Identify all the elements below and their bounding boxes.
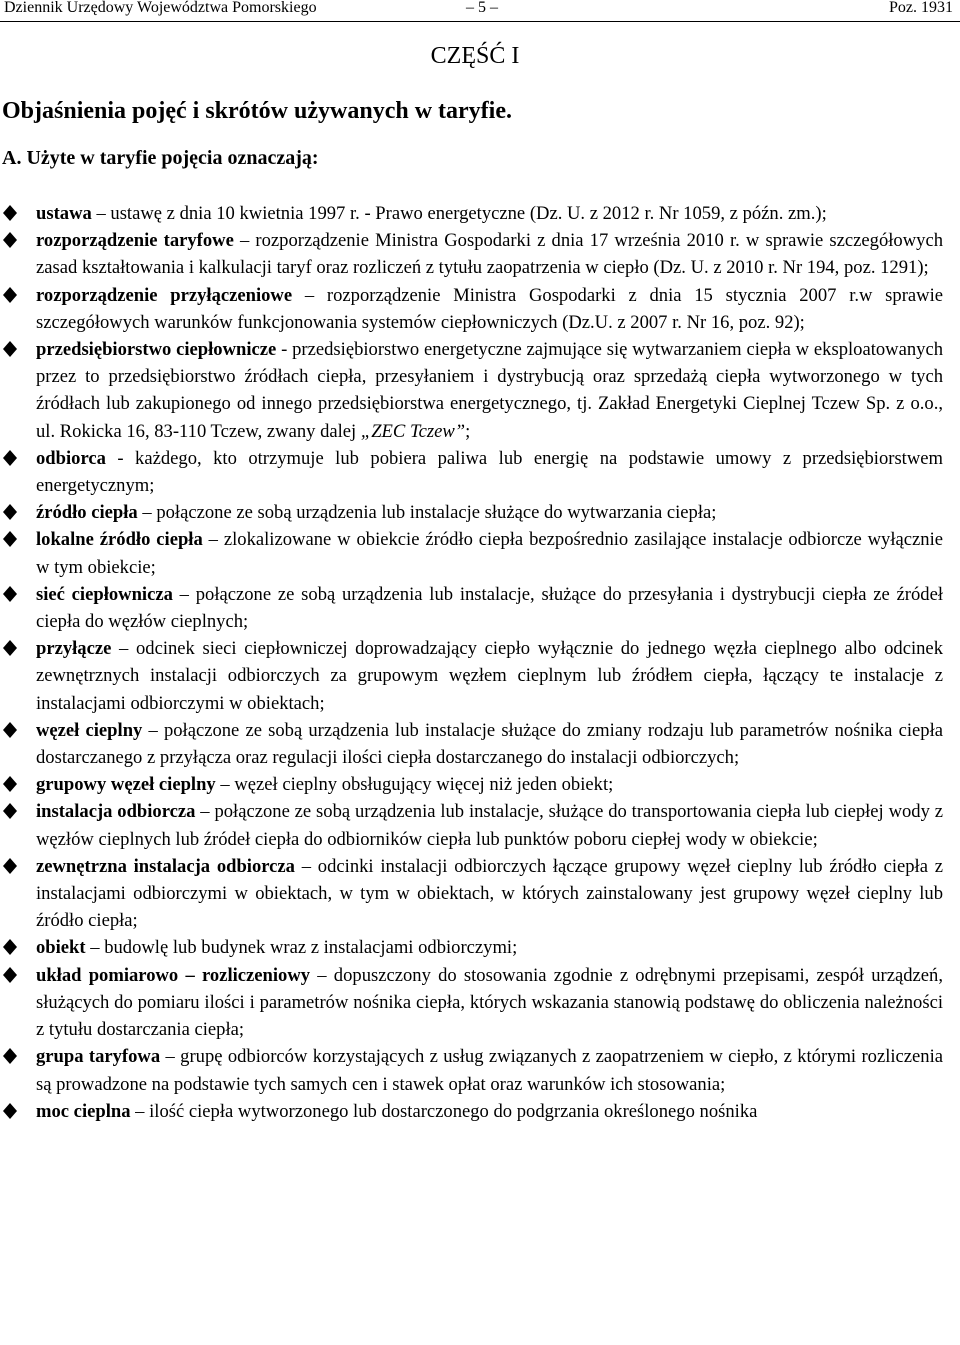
definition-text: – połączone ze sobą urządzenia lub instalacje, służące do transportowania ciepła lub ciepłej wody z węzłów cieplnych lub źródeł ciepła do odbiorników ciepła lub punktów poboru ciepłej wody w obiekcie; bbox=[36, 801, 943, 850]
definition-text: – budowlę lub budynek wraz z instalacjami odbiorczymi; bbox=[85, 937, 518, 959]
definition-item bbox=[0, 798, 960, 852]
definition-term: instalacja odbiorcza bbox=[36, 801, 196, 823]
definition-text: – dopuszczony do stosowania zgodnie z odrębnymi przepisami, zespół urządzeń, służących do pomiaru ilości i parametrów nośnika ciepła, których wskazania stanowią podstawę do obliczenia należności z tytułu dostarczania ciepła; bbox=[36, 964, 943, 1041]
definition-item bbox=[0, 227, 960, 281]
page-number: – 5 – bbox=[466, 0, 498, 16]
definition-term: obiekt bbox=[36, 937, 86, 959]
definition-term: rozporządzenie przyłączeniowe bbox=[36, 284, 293, 306]
definition-text: – połączone ze sobą urządzenia lub instalacje, służące do przesyłania i dystrybucji ciepła ze źródeł ciepła do węzłów cieplnych; bbox=[36, 583, 944, 633]
diamond-bullet-icon bbox=[3, 232, 17, 248]
definition-text: – ilość ciepła wytworzonego lub dostarczonego do podgrzania określonego nośnika bbox=[130, 1100, 758, 1122]
sub-heading: A. Użyte w taryfie pojęcia oznaczają: bbox=[2, 147, 319, 169]
definition-item bbox=[0, 853, 960, 935]
diamond-bullet-icon bbox=[3, 939, 17, 955]
definition-item bbox=[0, 282, 960, 336]
definition-term: przedsiębiorstwo ciepłownicze bbox=[36, 339, 277, 361]
definition-text: - przedsiębiorstwo energetyczne zajmujące się wytwarzaniem ciepła w eksploatowanych przez to przedsiębiorstwo źródłach ciepła, przesyłaniem i dystrybucją oraz sprzedażą ciepła wytworzonego w tych źródłach lub zakupionego od innego przedsiębiorstwa energetycznego, tj. Zakład Energetyki Cieplnej Tczew Sp. z o.o., ul. Rokicka 16, 83-110 Tczew, zwany dalej bbox=[36, 339, 943, 442]
diamond-bullet-icon bbox=[3, 640, 17, 656]
diamond-bullet-icon bbox=[3, 776, 17, 792]
definition-term: zewnętrzna instalacja odbiorcza bbox=[36, 855, 295, 877]
diamond-bullet-icon bbox=[3, 722, 17, 738]
definition-item bbox=[0, 1043, 960, 1097]
definition-item bbox=[0, 962, 960, 1044]
definition-term: ustawa bbox=[36, 203, 92, 224]
diamond-bullet-icon bbox=[3, 450, 17, 466]
diamond-bullet-icon bbox=[3, 967, 17, 983]
header-divider bbox=[0, 21, 960, 22]
diamond-bullet-icon bbox=[3, 1048, 17, 1064]
diamond-bullet-icon bbox=[3, 341, 17, 357]
definition-term: moc cieplna bbox=[36, 1100, 131, 1122]
definition-item bbox=[0, 717, 960, 771]
definitions-list bbox=[0, 200, 960, 1125]
position-number: Poz. 1931 bbox=[889, 0, 953, 16]
definition-text: – zlokalizowane w obiekcie źródło ciepła bezpośrednio zasilające instalacje odbiorcze wyłącznie w tym obiekcie; bbox=[36, 529, 943, 578]
definition-item bbox=[0, 526, 960, 580]
definition-term: układ pomiarowo – rozliczeniowy bbox=[36, 964, 311, 986]
definition-item bbox=[0, 581, 960, 635]
diamond-bullet-icon bbox=[3, 205, 17, 221]
diamond-bullet-icon bbox=[3, 287, 17, 303]
definition-item bbox=[0, 1098, 960, 1125]
definition-short-name: „ZEC Tczew” bbox=[360, 420, 466, 442]
definition-item bbox=[0, 499, 960, 526]
part-title: CZĘŚĆ I bbox=[430, 43, 520, 69]
definition-text: – odcinek sieci ciepłowniczej doprowadzający ciepło wyłącznie do jednego węzła cieplnego albo odcinek zewnętrznych instalacji odbiorczych za grupowym węzłem cieplnym lub źródłem ciepła, łączący te instalacje z instalacjami odbiorczymi w obiektach; bbox=[36, 638, 943, 714]
definition-term: źródło ciepła bbox=[36, 502, 138, 524]
definition-item bbox=[0, 635, 960, 717]
definition-item bbox=[0, 771, 960, 798]
definition-text: – połączone ze sobą urządzenia lub instalacje służące do wytwarzania ciepła; bbox=[137, 502, 717, 524]
definition-term: grupowy węzeł cieplny bbox=[36, 774, 216, 796]
definition-item bbox=[0, 336, 960, 445]
definition-term: grupa taryfowa bbox=[36, 1046, 161, 1068]
definition-term: lokalne źródło ciepła bbox=[36, 529, 203, 551]
definition-term: rozporządzenie taryfowe bbox=[36, 230, 234, 252]
diamond-bullet-icon bbox=[3, 586, 17, 602]
journal-name: Dziennik Urzędowy Województwa Pomorskiego bbox=[4, 0, 317, 16]
definition-term: odbiorca bbox=[36, 447, 106, 469]
definition-term: przyłącze bbox=[36, 638, 112, 660]
definition-item bbox=[0, 934, 960, 961]
definition-text: – rozporządzenie Ministra Gospodarki z dnia 17 września 2010 r. w sprawie szczegółowych zasad kształtowania i kalkulacji taryf oraz rozliczeń z tytułu zaopatrzenia w ciepło (Dz. U. z 2010 r. Nr 194, poz. 1291); bbox=[36, 230, 943, 279]
definition-item bbox=[0, 200, 960, 227]
diamond-bullet-icon bbox=[3, 858, 17, 874]
definition-term: sieć ciepłownicza bbox=[36, 583, 173, 605]
definition-text: – połączone ze sobą urządzenia lub instalacje służące do zmiany rodzaju lub parametrów nośnika ciepła dostarczanego z przyłącza oraz regulacji ilości ciepła dostarczanego do instalacji odbiorczych; bbox=[36, 719, 943, 769]
page-header bbox=[0, 0, 960, 20]
definition-tail: ; bbox=[465, 420, 471, 442]
definition-text: - każdego, kto otrzymuje lub pobiera paliwa lub energię na podstawie umowy z przedsiębiorstwem energetycznym; bbox=[36, 447, 943, 497]
diamond-bullet-icon bbox=[3, 504, 17, 520]
diamond-bullet-icon bbox=[3, 803, 17, 819]
diamond-bullet-icon bbox=[3, 531, 17, 547]
definition-term: węzeł cieplny bbox=[36, 719, 143, 741]
definition-text: – węzeł cieplny obsługujący więcej niż jeden obiekt; bbox=[215, 774, 614, 796]
definition-text: – ustawę z dnia 10 kwietnia 1997 r. - Prawo energetyczne (Dz. U. z 2012 r. Nr 1059, z późn. zm.); bbox=[91, 203, 827, 224]
definition-item bbox=[0, 445, 960, 499]
main-heading: Objaśnienia pojęć i skrótów używanych w taryfie. bbox=[2, 98, 512, 124]
diamond-bullet-icon bbox=[3, 1103, 17, 1119]
definition-text: – odcinki instalacji odbiorczych łączące grupowy węzeł cieplny lub źródło ciepła z instalacjami odbiorczymi w obiektach, w tym w obiektach, w których zainstalowany jest grupowy węzeł cieplny lub źródło ciepła; bbox=[36, 855, 943, 932]
definition-text: – grupę odbiorców korzystających z usług związanych z zaopatrzeniem w ciepło, z którymi rozliczenia są prowadzone na podstawie tych samych cen i stawek opłat oraz warunków ich stosowania; bbox=[36, 1046, 943, 1095]
definition-text: – rozporządzenie Ministra Gospodarki z dnia 15 stycznia 2007 r.w sprawie szczegółowych warunków funkcjonowania systemów ciepłowniczych (Dz.U. z 2007 r. Nr 16, poz. 92); bbox=[36, 284, 944, 333]
